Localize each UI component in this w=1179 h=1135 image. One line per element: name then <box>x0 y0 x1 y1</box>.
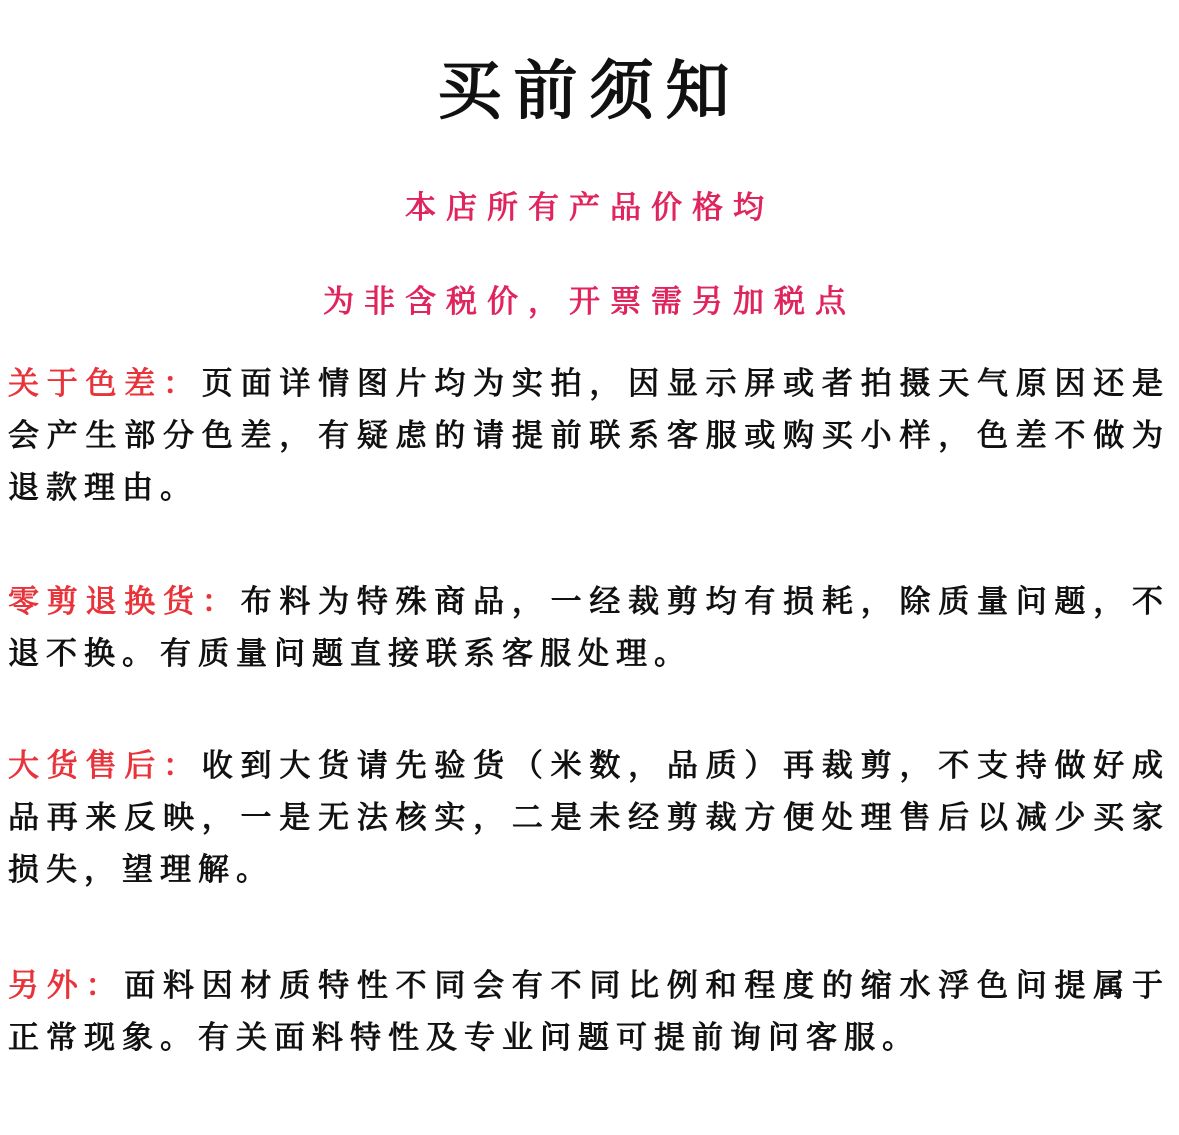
cut-return-section <box>8 576 1170 680</box>
bulk-after-sales-text: 收到大货请先验货（米数，品质）再裁剪，不支持做好成品再来反映，一是无法核实，二是未经剪裁方便处理售后以减少买家损失，望理解。 <box>8 748 1171 888</box>
cut-return-text: 布料为特殊商品，一经裁剪均有损耗，除质量问题，不退不换。有质量问题直接联系客服处理。 <box>8 584 1171 672</box>
color-difference-text: 页面详情图片均为实拍，因显示屏或者拍摄天气原因还是会产生部分色差，有疑虑的请提前联系客服或购买小样，色差不做为退款理由。 <box>8 366 1171 506</box>
bulk-after-sales-section <box>8 740 1170 896</box>
bulk-after-sales-label: 大货售后： <box>8 748 202 784</box>
price-notice-line-2: 为非含税价，开票需另加税点 <box>323 284 856 320</box>
additional-note-text: 面料因材质特性不同会有不同比例和程度的缩水浮色问提属于正常现象。有关面料特性及专业问题可提前询问客服。 <box>8 968 1171 1056</box>
page-title: 买前须知 <box>437 54 742 129</box>
additional-note-section <box>8 960 1170 1064</box>
additional-note-label: 另外： <box>8 968 125 1004</box>
cut-return-label: 零剪退换货： <box>8 584 241 620</box>
color-difference-section <box>8 358 1170 514</box>
color-difference-label: 关于色差： <box>8 366 202 402</box>
price-notice-line-1: 本店所有产品价格均 <box>405 190 774 226</box>
